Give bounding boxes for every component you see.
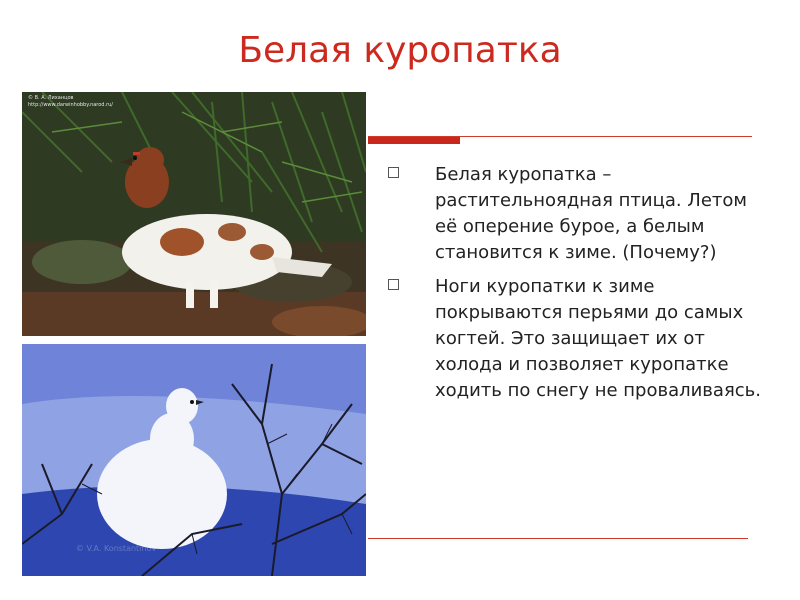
- square-bullet-icon: [388, 167, 399, 178]
- bullet-item: [388, 162, 768, 266]
- photo-credit-author: © В. А. Лиханцов: [28, 95, 74, 101]
- title-divider-accent: [368, 137, 460, 144]
- photo-watermark: © V.A. Konstantinov: [76, 544, 157, 553]
- bullet-item: [388, 274, 768, 404]
- summer-photo-illustration: [22, 92, 366, 336]
- photo-credit-url: http://www.darwinhobby.narod.ru/: [28, 102, 113, 108]
- slide-title: Белая куропатка: [238, 30, 562, 71]
- bullet-list: [388, 162, 768, 412]
- bullet-text: Ноги куропатки к зиме покрываются перьями до самых когтей. Это защищает их от холода и позволяет куропатке ходить по снегу не проваливаясь.: [435, 276, 762, 401]
- bottom-divider-line: [368, 538, 748, 539]
- winter-photo-illustration: [22, 344, 366, 576]
- square-bullet-icon: [388, 279, 399, 290]
- photo-credit: [28, 95, 113, 109]
- ptarmigan-summer-photo: [22, 92, 366, 336]
- ptarmigan-winter-photo: [22, 344, 366, 576]
- bullet-text: Белая куропатка – растительноядная птица. Летом её оперение бурое, а белым становится к зиме. (Почему?): [435, 164, 747, 263]
